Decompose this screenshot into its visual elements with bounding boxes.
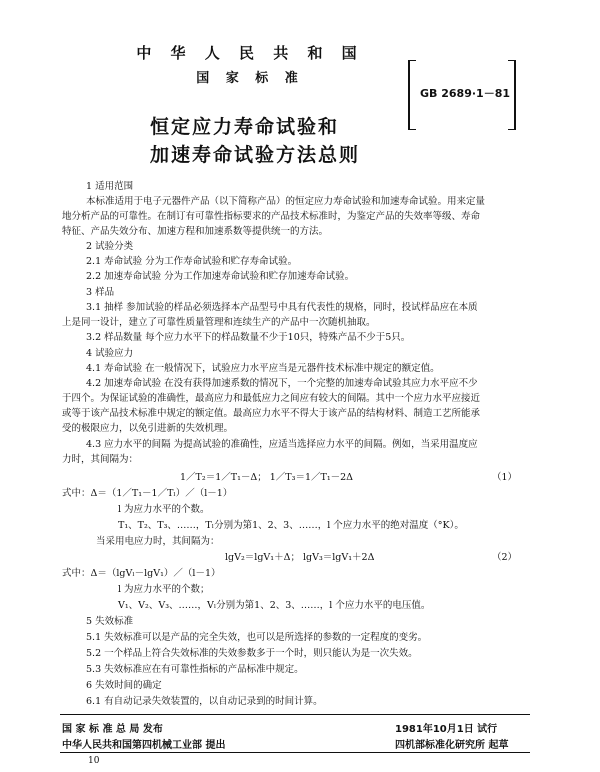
footer-divider <box>60 714 530 715</box>
equation-1: 1／T₂＝1／T₁－Δ； 1／T₃＝1／T₁－2Δ <box>180 472 354 483</box>
standard-code: GB 2689·1－81 <box>420 87 510 100</box>
equation-2-l-desc: l 为应力水平的个数； <box>118 584 210 595</box>
section-4-2-line: 或等于该产品技术标准中规定的额定值。最高应力水平不得大于该产品的结构材料、制造工艺所能承 <box>62 408 481 419</box>
footer-issuer: 国 家 标 准 总 局 发布 <box>62 724 163 735</box>
equation-2-v-desc: V₁、V₂、V₃、……，Vₗ分别为第1、2、3、……，l 个应力水平的电压值。 <box>118 600 431 611</box>
section-5-3: 5.3 失效标准应在有可靠性指标的产品标准中规定。 <box>86 664 304 675</box>
section-3-2: 3.2 样品数量 每个应力水平下的样品数量不少于10只，特殊产品不少于5只。 <box>86 332 411 343</box>
section-3-1-line: 上是同一设计，建立了可靠性质量管理和连续生产的产品中一次随机抽取。 <box>62 317 376 328</box>
equation-2: lgV₂＝lgV₁＋Δ； lgV₃＝lgV₁＋2Δ <box>225 552 375 563</box>
section-3-heading: 3 样品 <box>86 287 115 298</box>
title-line-2: 加速寿命试验方法总则 <box>150 144 361 166</box>
section-4-2-line: 4.2 加速寿命试验 在没有获得加速系数的情况下，一个完整的加速寿命试验其应力水平应不少 <box>86 378 478 389</box>
section-1-para-line: 特征、产品失效分布、加速方程和加速系数等提供统一的方法。 <box>62 226 329 237</box>
equation-2-where: 式中：Δ＝（lgVₗ－lgV₁）／（l－1） <box>62 568 221 579</box>
section-4-3-line: 力时，其间隔为： <box>62 454 139 465</box>
section-2-1: 2.1 寿命试验 分为工作寿命试验和贮存寿命试验。 <box>86 256 298 267</box>
footer-proposer: 中华人民共和国第四机械工业部 提出 <box>62 740 226 751</box>
section-5-heading: 5 失效标准 <box>86 616 134 627</box>
section-4-3-line: 4.3 应力水平的间隔 为提高试验的准确性，应适当选择应力水平的间隔。例如，当采用温度应 <box>86 439 478 450</box>
section-1-para-line: 本标准适用于电子元器件产品（以下简称产品）的恒定应力寿命试验和加速寿命试验。用来定量 <box>86 196 486 207</box>
section-4-2-line: 受的极限应力，以免引进新的失效机理。 <box>62 423 234 434</box>
section-6-heading: 6 失效时间的确定 <box>86 680 162 691</box>
page-number: 10 <box>88 756 100 766</box>
header-country: 中 华 人 民 共 和 国 <box>136 44 364 62</box>
footer-drafter: 四机部标准化研究所 起草 <box>395 740 509 751</box>
header-standard-label: 国 家 标 准 <box>196 71 304 86</box>
equation-1-l-desc: l 为应力水平的个数。 <box>118 504 210 515</box>
equation-1-t-desc: T₁、T₂、T₃、……，Tₗ分别为第1、2、3、……，l 个应力水平的绝对温度（°K）。 <box>118 520 464 531</box>
section-6-1: 6.1 有自动记录失效装置的，以自动记录到的时间计算。 <box>86 696 323 707</box>
section-5-1: 5.1 失效标准可以是产品的完全失效，也可以是所选择的参数的一定程度的变劣。 <box>86 632 428 643</box>
section-2-heading: 2 试验分类 <box>86 241 134 252</box>
title-line-1: 恒定应力寿命试验和 <box>150 116 340 138</box>
equation-1-where: 式中：Δ＝（1／T₁－1／Tₗ）／（l－1） <box>62 488 233 499</box>
section-4-1: 4.1 寿命试验 在一般情况下，试验应力水平应当是元器件技术标准中规定的额定值。 <box>86 363 440 374</box>
voltage-intro: 当采用电应力时，其间隔为： <box>96 536 220 547</box>
section-1-heading: 1 适用范围 <box>86 181 134 192</box>
section-1-para-line: 地分析产品的可靠性。在制订有可靠性指标要求的产品技术标准时，为鉴定产品的失效率等级、寿命 <box>62 211 481 222</box>
section-4-2-line: 于四个。为保证试验的准确性，最高应力和最低应力之间应有较大的间隔。其中一个应力水平应接近 <box>62 393 481 404</box>
equation-1-number: （1） <box>492 472 518 483</box>
footer-divider-bottom <box>60 752 530 753</box>
section-4-heading: 4 试验应力 <box>86 348 134 359</box>
section-3-1-line: 3.1 抽样 参加试验的样品必须选择本产品型号中具有代表性的规格，同时，投试样品应在本质 <box>86 302 478 313</box>
equation-2-number: （2） <box>492 552 518 563</box>
footer-date: 1981年10月1日 试行 <box>395 724 498 735</box>
section-2-2: 2.2 加速寿命试验 分为工作加速寿命试验和贮存加速寿命试验。 <box>86 271 355 282</box>
section-5-2: 5.2 一个样品上符合失效标准的失效参数多于一个时，则只能认为是一次失效。 <box>86 648 418 659</box>
